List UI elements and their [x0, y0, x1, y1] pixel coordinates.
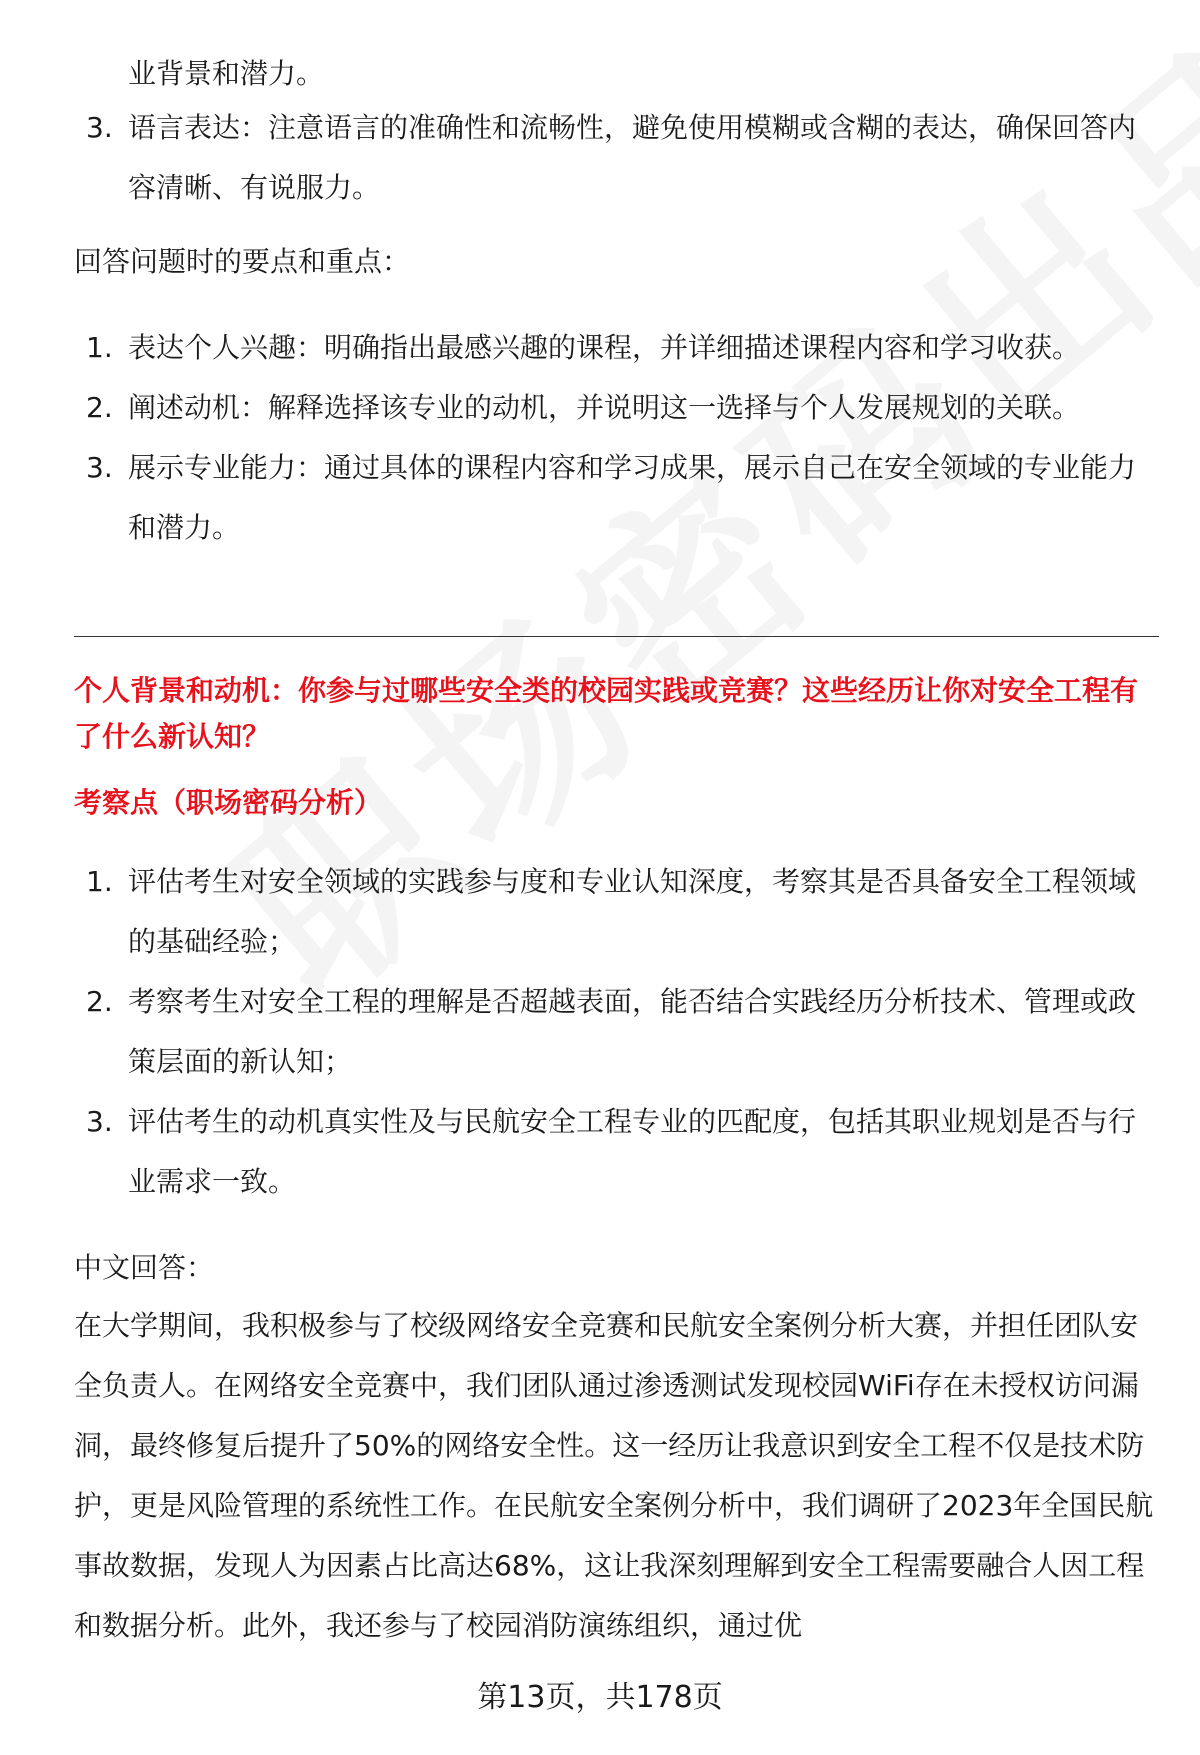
list-item: [74, 1092, 1159, 1212]
list-item-number: 1.: [86, 865, 113, 898]
list-item-text: 表达个人兴趣：明确指出最感兴趣的课程，并详细描述课程内容和学习收获。: [128, 331, 1081, 364]
list-item-number: 3.: [86, 111, 113, 144]
assessment-heading: 考察点（职场密码分析）: [74, 786, 383, 819]
page-number: 第13页，共178页: [477, 1680, 723, 1715]
list-item: [74, 98, 1159, 218]
list-item: [74, 438, 1159, 558]
answer-heading: 中文回答：: [74, 1251, 215, 1284]
list-item-text: 展示专业能力：通过具体的课程内容和学习成果，展示自己在安全领域的专业能力和潜力。: [128, 451, 1137, 544]
list-item-text: 评估考生的动机真实性及与民航安全工程专业的匹配度，包括其职业规划是否与行业需求一致。: [128, 1105, 1137, 1198]
list-item: [74, 378, 1159, 438]
list-item-number: 3.: [86, 1105, 113, 1138]
list-item-text: 评估考生对安全领域的实践参与度和专业认知深度，考察其是否具备安全工程领域的基础经验；: [128, 865, 1137, 958]
key-points-heading: 回答问题时的要点和重点：: [74, 245, 411, 278]
list-item-number: 2.: [86, 985, 113, 1018]
list-item-number: 3.: [86, 451, 113, 484]
question-title: 个人背景和动机：你参与过哪些安全类的校园实践或竞赛？这些经历让你对安全工程有了什么新认知？: [74, 674, 1139, 753]
list-item-continuation: [74, 44, 1159, 104]
list-item-text: 语言表达：注意语言的准确性和流畅性，避免使用模糊或含糊的表达，确保回答内容清晰、有说服力。: [128, 111, 1137, 204]
list-item-number: 1.: [86, 331, 113, 364]
answer-body: 在大学期间，我积极参与了校级网络安全竞赛和民航安全案例分析大赛，并担任团队安全负责人。在网络安全竞赛中，我们团队通过渗透测试发现校园WiFi存在未授权访问漏洞，最终修复后提升了50%的网络安全性。这一经历让我意识到安全工程不仅是技术防护，更是风险管理的系统性工作。在民航安全案例分析中，我们调研了2023年全国民航事故数据，发现人为因素占比高达68%，这让我深刻理解到安全工程需要融合人因工程和数据分析。此外，我还参与了校园消防演练组织，通过优: [74, 1309, 1154, 1642]
list-item: [74, 318, 1159, 378]
key-points-list: [74, 318, 1159, 558]
list-item-number: 2.: [86, 391, 113, 424]
list-item-text: 业背景和潜力。: [128, 57, 325, 90]
top-list: [74, 98, 1159, 218]
section-divider: [74, 636, 1159, 637]
list-item-text: 阐述动机：解释选择该专业的动机，并说明这一选择与个人发展规划的关联。: [128, 391, 1081, 424]
list-item: [74, 852, 1159, 972]
list-item: [74, 972, 1159, 1092]
assessment-list: [74, 852, 1159, 1212]
list-item-text: 考察考生对安全工程的理解是否超越表面，能否结合实践经历分析技术、管理或政策层面的新认知；: [128, 985, 1137, 1078]
